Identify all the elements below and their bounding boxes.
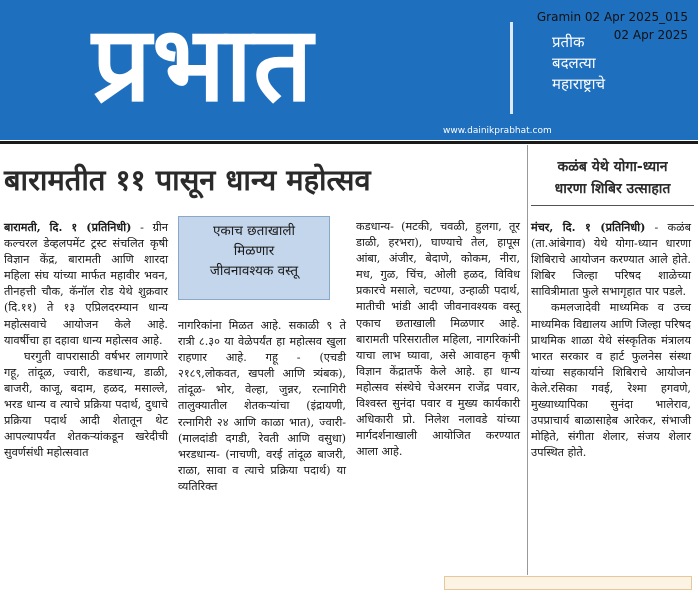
highlight-line-2: मिळणार [233, 243, 275, 259]
side-article-body [531, 219, 691, 461]
side-headline [531, 156, 694, 200]
side-headline-line-1: कळंब येथे योगा-ध्यान [557, 159, 668, 175]
website-url: www.dainikprabhat.com [443, 126, 552, 136]
edition-stamp [537, 8, 688, 44]
article-paragraph-1: - ग्रीन कल्चरल डेव्हलपमेंट ट्रस्ट संचलित कृषी विज्ञान केंद्र, बारामती आणि शारदा महिला संघ यांच्या मार्फत महावीर भवन, तीनहत्ती चौक, कॅनॉल रोड येथे शुक्रवार (दि.११) ते १३ एप्रिलदरम्यान धान्य महोत्सवाचे आयोजन केले आहे. यावर्षीचा हा दहावा धान्य महोत्सव आहे. [4, 221, 169, 347]
side-headline-line-2: धारणा शिबिर उत्साहात [554, 181, 671, 197]
article-paragraph-2: घरगुती वापरासाठी वर्षभर लागणारे गहू, तांदूळ, ज्वारी, कडधान्य, डाळी, बाजरी, काजू, बदाम, हळद, मसाल्ले, भरड धान्य व त्याचे प्रक्रिया पदार्थ, दुधाचे प्रक्रिया पदार्थ आदी शेतातून थेट आपल्यापर्यंत शेतकऱ्यांकडून खरेदीची सुवर्णसंधी महोत्सवात [4, 349, 168, 460]
main-headline: बारामतीत ११ पासून धान्य महोत्सव [4, 163, 371, 197]
tagline-line-1: प्रतीक [552, 33, 585, 51]
side-article-paragraph-2: कमलजादेवी माध्यमिक व उच्च माध्यमिक विद्यालय आणि जिल्हा परिषद प्राथमिक शाळा येथे संस्कृतिक मंत्रालय भारत सरकार व हार्ट फुलनेस संस्था यांच्या सहकार्याने शिबिराचे आयोजन केले.रसिका गवई, रेश्मा हगवणे, मुख्याध्यापिका सुनंदा भालेराव, उपप्राचार्य बाळासाहेब आरेकर, संभाजी मोहिते, संगीता शेलार, संजय शेलार उपस्थित होते. [531, 301, 691, 460]
edition-id: Gramin 02 Apr 2025_015 [536, 10, 688, 24]
article-column-3 [356, 219, 520, 460]
highlight-line-1: एकाच छताखाली [212, 223, 296, 239]
tagline-line-3: महाराष्ट्राचे [552, 75, 606, 93]
next-article-box [444, 576, 692, 590]
article-dateline: बारामती, दि. १ (प्रतिनिधी) [4, 220, 132, 234]
article-column-2-text: नागरिकांना मिळत आहे. सकाळी ९ ते रात्री ८.३० या वेळेपर्यंत हा महोत्सव खुला राहणार आहे. गहू - (एचडी २१८९,लोकवत, खपली आणि त्र्यंबक), तांदूळ- भोर, वेल्हा, जुन्नर, रत्नागिरी तालुक्यातील शेतकऱ्यांचा (इंद्रायणी, रत्नागिरी २४ आणि काळा भात), ज्वारी- (मालदांडी दगडी, रेवती आणि वसुधा) भरडधान्य- (नाचणी, वरई तांदूळ बाजरी, राळा, सावा व त्याचे प्रक्रिया पदार्थ) या व्यतिरिक्त [178, 319, 346, 493]
article-column-1 [4, 219, 168, 461]
masthead-divider [0, 141, 698, 144]
article-column-3-text: कडधान्य- (मटकी, चवळी, हुलगा, तूर डाळी, हरभरा), घाण्याचे तेल, हापूस आंबा, अंजीर, बेदाणे, कोकम, नीरा, मध, गुळ, चिंच, ओली हळद, विविध प्रकारचे मसाले, चटण्या, उन्हाळी पदार्थ, मातीची भांडी आदी जीवनावश्यक वस्तू एकाच छताखाली मिळणार आहे. बारामती परिसरातील महिला, नागरिकांनी याचा लाभ घ्यावा, असे आवाहन कृषी विज्ञान केंद्रातर्फे केले आहे. हा धान्य महोत्सव संस्थेचे चेअरमन राजेंद्र पवार, विश्वस्त सुनंदा पवार व मुख्य कार्यकारी अधिकारी प्रो. निलेश नलावडे यांच्या मार्गदर्शनाखाली आयोजित करण्यात आला आहे. [356, 220, 520, 459]
tagline-line-2: बदलत्या [552, 54, 596, 72]
article-column-2 [178, 318, 346, 495]
side-headline-underline [531, 205, 694, 206]
side-article-paragraph-1: - कळंब (ता.आंबेगाव) येथे योगा-ध्यान धारणा शिबिराचे आयोजन करण्यात आले होते. शिबिर जिल्हा परिषद शाळेच्या सावित्रीमाता फुले सभागृहात पार पडले. [531, 221, 691, 299]
newspaper-title: प्रभात [92, 3, 314, 125]
side-article-dateline: मंचर, दि. १ (प्रतिनिधी) [531, 220, 646, 234]
highlight-line-3: जीवनावश्यक वस्तू [209, 263, 299, 279]
edition-date: 02 Apr 2025 [613, 28, 688, 42]
column-divider [527, 145, 528, 575]
highlight-box [178, 216, 330, 300]
